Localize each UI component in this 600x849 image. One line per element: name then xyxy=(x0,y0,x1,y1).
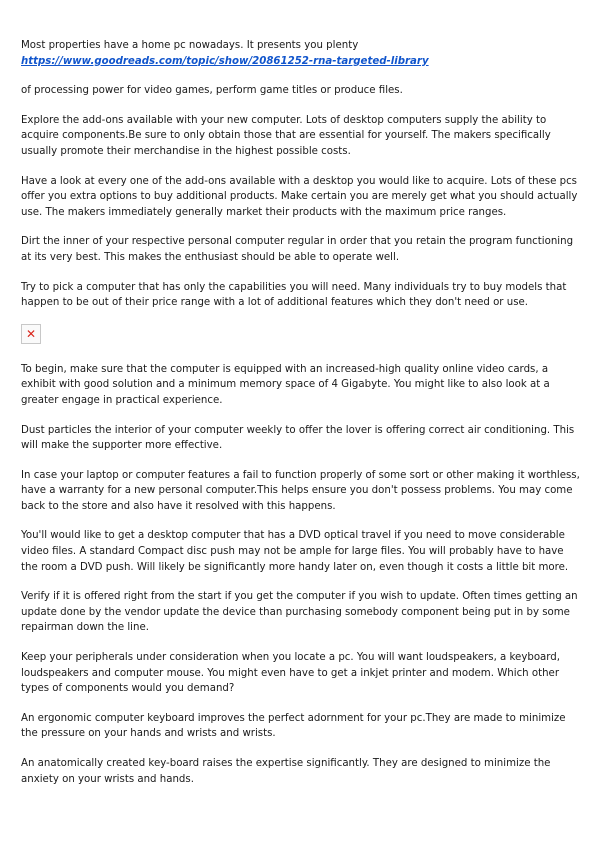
paragraph-8: In case your laptop or computer features a fail to function properly of some sort or other making it worthless, have a warranty for a new personal computer.This helps ensure you don't possess problems. You may come back to the store and also have it resolved with this happens. xyxy=(21,469,580,512)
paragraph-9: You'll would like to get a desktop computer that has a DVD optical travel if you need to move considerable video files. A standard Compact disc push may not be ample for large files. You will probably have to have the room a DVD push. Will likely be significantly more handy later on, even though it costs a little bit more. xyxy=(21,530,569,573)
paragraph-1: of processing power for video games, perform game titles or produce files. xyxy=(21,85,403,97)
intro-text: Most properties have a home pc nowadays. It presents you plenty xyxy=(21,40,359,51)
paragraph-11: Keep your peripherals under consideration when you locate a pc. You will want loudspeakers, a keyboard, loudspeakers and computer mouse. You might even have to get a inkjet printer and modem. Which other types of components would you demand? xyxy=(21,652,561,695)
goodreads-link[interactable]: https://www.goodreads.com/topic/show/20861252-rna-targeted-library xyxy=(21,55,429,67)
paragraph-6: To begin, make sure that the computer is equipped with an increased-high quality online video cards, a exhibit with good solution and a minimum memory space of 4 Gigabyte. You might like to also look at a greater engage in practical experience. xyxy=(21,363,550,406)
paragraph-3: Have a look at every one of the add-ons available with a desktop you would like to acquire. Lots of these pcs offer you extra options to buy additional products. Make certain you are merely get what you should actually use. The makers immediately generally market their products with the maximum price ranges. xyxy=(21,175,578,218)
paragraph-13: An anatomically created key-board raises the expertise significantly. They are designed to minimize the anxiety on your wrists and hands. xyxy=(21,758,551,785)
paragraph-12: An ergonomic computer keyboard improves the perfect adornment for your pc.They are made to minimize the pressure on your hands and wrists and wrists. xyxy=(21,712,566,740)
paragraph-4: Dirt the inner of your respective personal computer regular in order that you retain the program functioning at its very best. This makes the enthusiast should be able to operate well. xyxy=(21,236,574,263)
paragraph-2: Explore the add-ons available with your new computer. Lots of desktop computers supply the ability to acquire components.Be sure to only obtain those that are essential for yourself. The makers specifically usually promote their merchandise in the highest possible costs. xyxy=(21,114,551,157)
document-body xyxy=(21,38,581,801)
close-x-icon: ✕ xyxy=(25,326,37,341)
paragraph-5: Try to pick a computer that has only the capabilities you will need. Many individuals try to buy models that happen to be out of their price range with a lot of additional features which they don't need or use. xyxy=(21,281,567,309)
broken-image-icon xyxy=(21,324,41,344)
paragraph-7: Dust particles the interior of your computer weekly to offer the lover is offering correct air conditioning. This will make the supporter more effective. xyxy=(21,424,575,452)
paragraph-10: Verify if it is offered right from the start if you get the computer if you wish to update. Often times getting an update done by the vendor update the device than purchasing somebody component being put in by some repairman down the line. xyxy=(21,591,578,634)
